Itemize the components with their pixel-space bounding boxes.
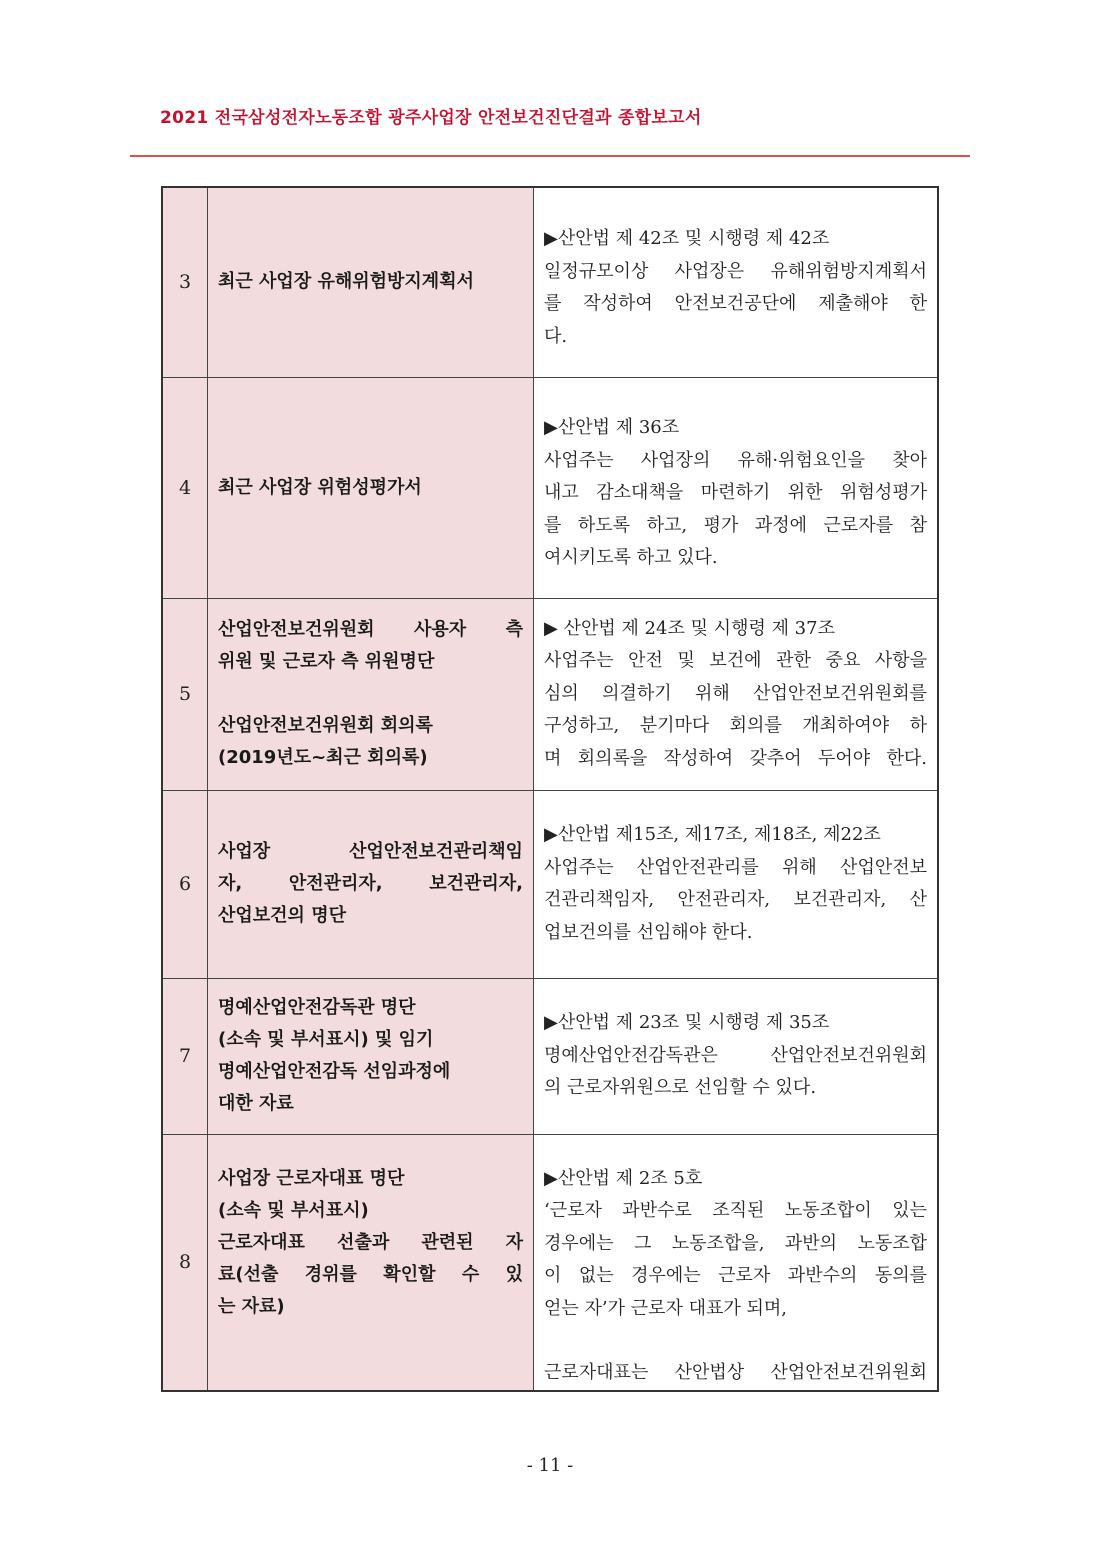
legal-basis: ▶산안법 제 23조 및 시행령 제 35조 명예산업안전감독관은 산업안전보건위원회 의 근로자위원으로 선임할 수 있다. <box>534 978 939 1134</box>
table-row <box>162 187 938 377</box>
table-row <box>162 978 938 1134</box>
legal-basis: ▶산안법 제15조, 제17조, 제18조, 제22조 사업주는 산업안전관리를 위해 산업안전보 건관리책임자, 안전관리자, 보건관리자, 산 업보건의를 선임해야 한다. <box>534 790 939 978</box>
table-row <box>162 790 938 978</box>
table-row <box>162 377 938 598</box>
row-number: 5 <box>162 598 208 790</box>
legal-basis: ▶산안법 제 2조 5호 ‘근로자 과반수로 조직된 노동조합이 있는 경우에는 그 노동조합을, 과반의 노동조합 이 없는 경우에는 근로자 과반수의 동의를 얻는 자’가 근로자 대표가 되며, 근로자대표는 산안법상 산업안전보건위원회 <box>534 1134 939 1391</box>
row-number: 7 <box>162 978 208 1134</box>
row-number: 4 <box>162 377 208 598</box>
document-name: 명예산업안전감독관 명단 (소속 및 부서표시) 및 임기 명예산업안전감독 선임과정에 대한 자료 <box>208 978 534 1134</box>
document-name: 사업장 산업안전보건관리책임 자, 안전관리자, 보건관리자, 산업보건의 명단 <box>208 790 534 978</box>
document-name: 최근 사업장 위험성평가서 <box>208 377 534 598</box>
document-request-table <box>161 186 939 1392</box>
document-name: 사업장 근로자대표 명단 (소속 및 부서표시) 근로자대표 선출과 관련된 자 료(선출 경위를 확인할 수 있 는 자료) <box>208 1134 534 1391</box>
document-name: 최근 사업장 유해위험방지계획서 <box>208 187 534 377</box>
legal-basis: ▶ 산안법 제 24조 및 시행령 제 37조 사업주는 안전 및 보건에 관한 중요 사항을 심의 의결하기 위해 산업안전보건위원회를 구성하고, 분기마다 회의를 개최하여야 하 며 회의록을 작성하여 갖추어 두어야 한다. <box>534 598 939 790</box>
page-number: - 11 - <box>526 1455 574 1476</box>
table-row <box>162 1134 938 1391</box>
legal-basis: ▶산안법 제 36조 사업주는 사업장의 유해·위험요인을 찾아 내고 감소대책을 마련하기 위한 위험성평가 를 하도록 하고, 평가 과정에 근로자를 참 여시키도록 하고 있다. <box>534 377 939 598</box>
report-title: 2021 전국삼성전자노동조합 광주사업장 안전보건진단결과 종합보고서 <box>160 108 702 128</box>
row-number: 6 <box>162 790 208 978</box>
legal-basis: ▶산안법 제 42조 및 시행령 제 42조 일정규모이상 사업장은 유해위험방지계획서 를 작성하여 안전보건공단에 제출해야 한 다. <box>534 187 939 377</box>
row-number: 3 <box>162 187 208 377</box>
document-name: 산업안전보건위원회 사용자 측 위원 및 근로자 측 위원명단 산업안전보건위원회 회의록 (2019년도~최근 회의록) <box>208 598 534 790</box>
row-number: 8 <box>162 1134 208 1391</box>
table-row <box>162 598 938 790</box>
header-divider <box>130 155 970 157</box>
